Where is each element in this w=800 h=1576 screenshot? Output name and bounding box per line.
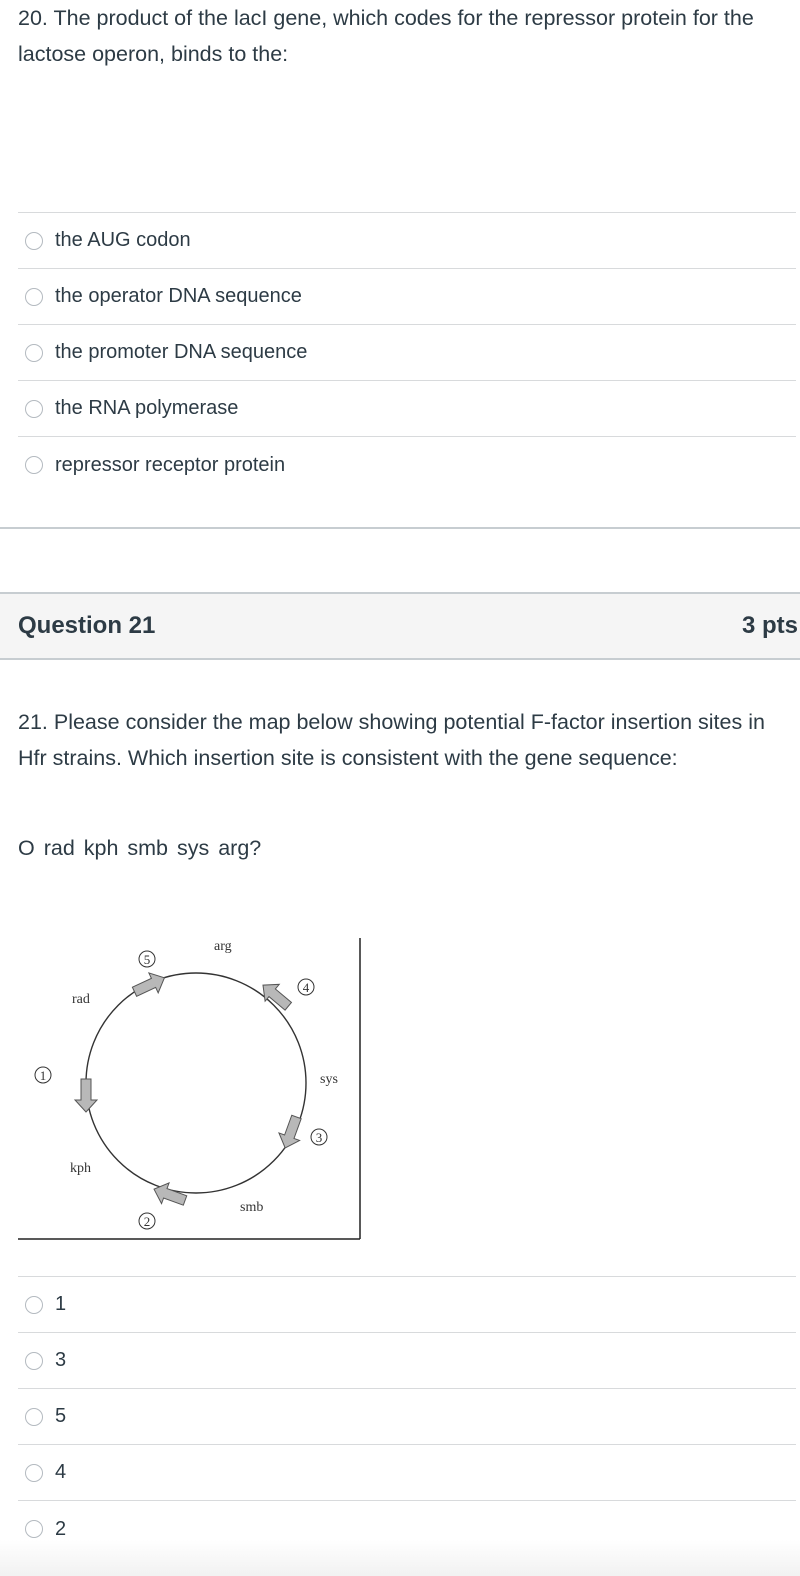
radio-button[interactable] bbox=[25, 400, 43, 418]
site-label: 5 bbox=[143, 952, 151, 967]
answer-option[interactable] bbox=[18, 269, 796, 325]
question-20-text: 20. The product of the lacI gene, which codes for the repressor protein for the lactose operon, binds to the: bbox=[18, 6, 754, 66]
question-21-header bbox=[0, 592, 800, 660]
question-divider bbox=[0, 527, 800, 529]
radio-button[interactable] bbox=[25, 344, 43, 362]
answer-label: repressor receptor protein bbox=[55, 453, 286, 476]
question-21-answers bbox=[18, 1276, 796, 1557]
answer-label: 1 bbox=[55, 1293, 67, 1315]
hfr-insertion-map bbox=[18, 930, 363, 1247]
answer-option[interactable] bbox=[18, 437, 796, 493]
answer-option[interactable] bbox=[18, 1277, 796, 1333]
answer-option[interactable] bbox=[18, 213, 796, 269]
site-marker-4 bbox=[298, 979, 314, 995]
gene-sequence: O rad kph smb sys arg? bbox=[18, 836, 262, 860]
site-label: 3 bbox=[315, 1130, 323, 1145]
radio-button[interactable] bbox=[25, 232, 43, 250]
answer-option[interactable] bbox=[18, 381, 796, 437]
gene-label-sys: sys bbox=[320, 1072, 338, 1087]
radio-button[interactable] bbox=[25, 1464, 43, 1482]
answer-label: the promoter DNA sequence bbox=[55, 341, 308, 363]
answer-option[interactable] bbox=[18, 1501, 796, 1557]
circular-gene-map bbox=[18, 930, 363, 1242]
radio-button[interactable] bbox=[25, 1520, 43, 1538]
site-marker-2 bbox=[139, 1213, 155, 1229]
site-marker-3 bbox=[311, 1129, 327, 1145]
gene-label-smb: smb bbox=[240, 1200, 264, 1215]
site-marker-5 bbox=[139, 951, 155, 967]
gene-label-arg: arg bbox=[214, 939, 232, 954]
radio-button[interactable] bbox=[25, 1352, 43, 1370]
answer-label: 5 bbox=[55, 1405, 67, 1427]
site-label: 2 bbox=[143, 1214, 151, 1229]
chromosome-circle bbox=[86, 973, 306, 1193]
answer-label: the operator DNA sequence bbox=[55, 285, 302, 307]
answer-label: 2 bbox=[55, 1517, 67, 1540]
answer-label: the RNA polymerase bbox=[55, 397, 239, 419]
gene-label-kph: kph bbox=[70, 1161, 91, 1176]
answer-label: 3 bbox=[55, 1349, 67, 1371]
radio-button[interactable] bbox=[25, 1296, 43, 1314]
question-points: 3 pts bbox=[742, 612, 799, 639]
question-20-answers bbox=[18, 212, 796, 493]
site-label: 1 bbox=[39, 1068, 47, 1083]
insertion-arrow bbox=[150, 1179, 189, 1211]
insertion-arrow bbox=[275, 1113, 307, 1152]
question-21-text: 21. Please consider the map below showing potential F-factor insertion sites in Hfr strains. Which insertion site is consistent with the gene sequence: bbox=[18, 710, 765, 770]
question-title: Question 21 bbox=[18, 612, 156, 639]
answer-option[interactable] bbox=[18, 325, 796, 381]
site-label: 4 bbox=[302, 980, 310, 995]
site-marker-1 bbox=[35, 1067, 51, 1083]
insertion-arrow bbox=[75, 1079, 97, 1112]
insertion-arrow bbox=[130, 968, 169, 1002]
answer-option[interactable] bbox=[18, 1389, 796, 1445]
answer-label: 4 bbox=[55, 1461, 67, 1483]
answer-option[interactable] bbox=[18, 1333, 796, 1389]
answer-label: the AUG codon bbox=[55, 229, 191, 251]
radio-button[interactable] bbox=[25, 1408, 43, 1426]
radio-button[interactable] bbox=[25, 288, 43, 306]
radio-button[interactable] bbox=[25, 456, 43, 474]
gene-label-rad: rad bbox=[72, 992, 90, 1007]
answer-option[interactable] bbox=[18, 1445, 796, 1501]
